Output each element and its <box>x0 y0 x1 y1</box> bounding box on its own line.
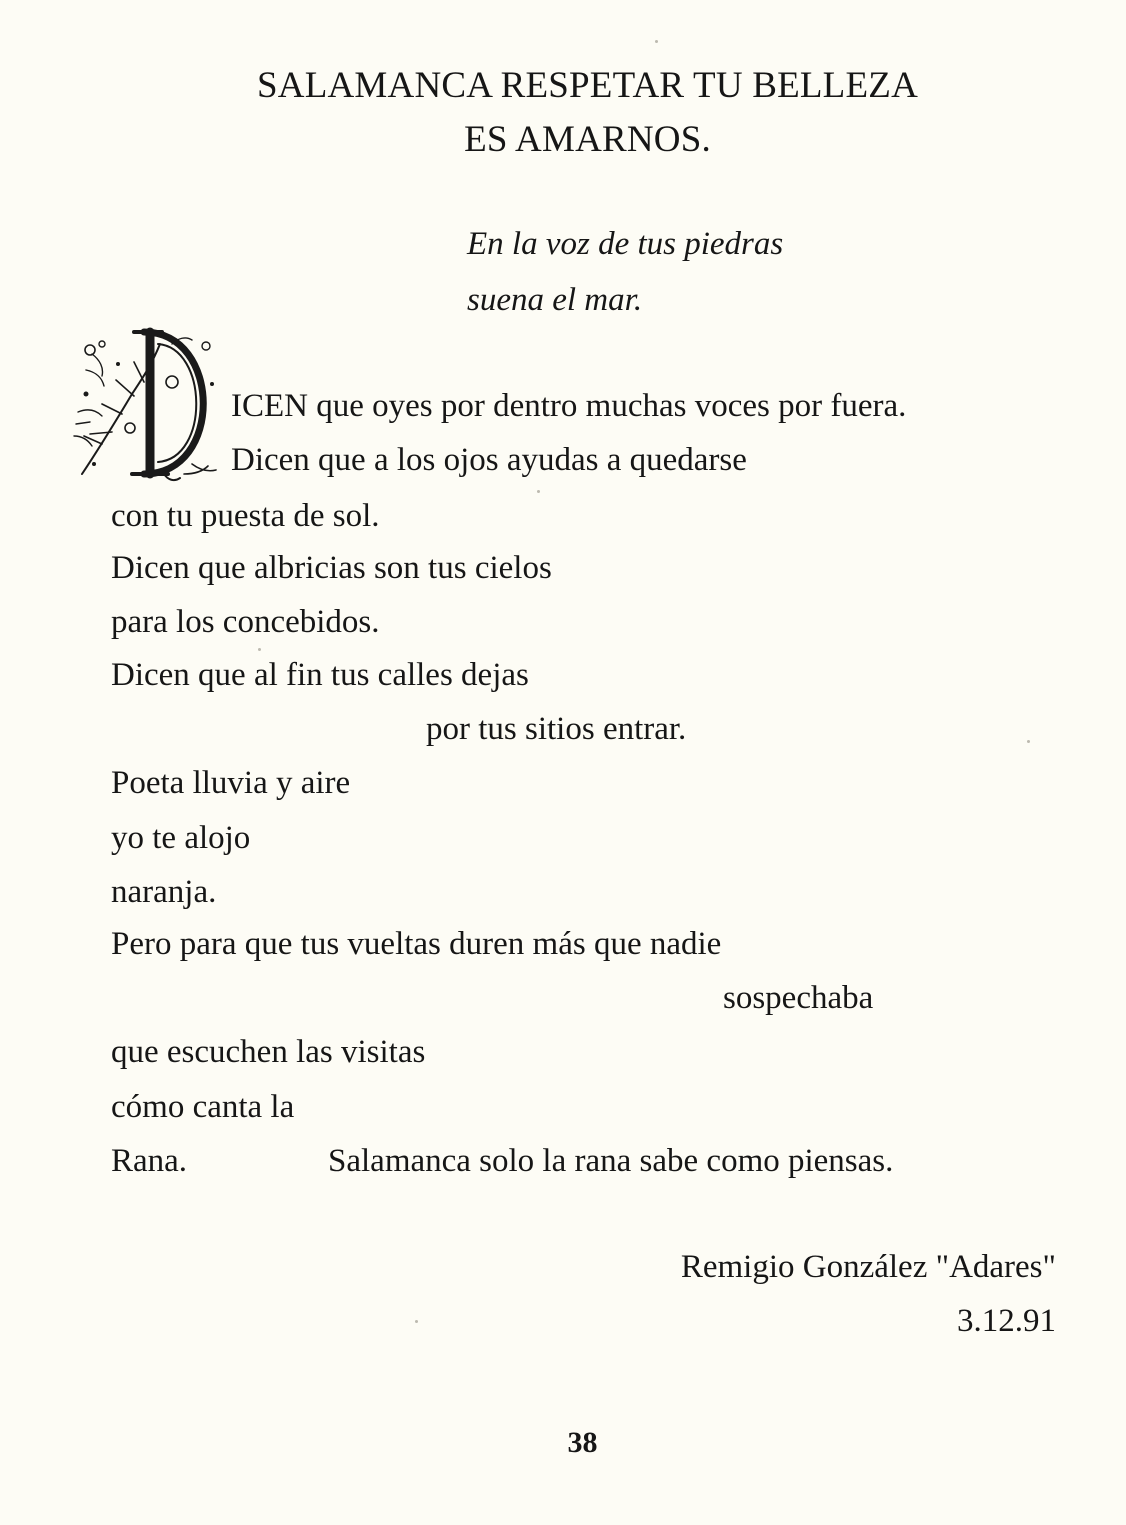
poem-line-15: Rana. <box>111 1143 188 1179</box>
author-signature: Remigio González "Adares" <box>680 1249 1056 1285</box>
page-number: 38 <box>567 1426 598 1459</box>
poem-line-16: Salamanca solo la rana sabe como piensas. <box>328 1143 894 1179</box>
poem-line-11: Pero para que tus vueltas duren más que nadie <box>111 926 722 962</box>
poem-line-3: con tu puesta de sol. <box>111 498 380 534</box>
poem-line-13: que escuchen las visitas <box>111 1034 426 1070</box>
poem-line-12: sospechaba <box>723 980 874 1016</box>
poem-title-line-1: SALAMANCA RESPETAR TU BELLEZA <box>257 65 918 106</box>
paper-speck <box>258 648 261 651</box>
paper-speck <box>1027 740 1030 743</box>
poem-line-2: Dicen que a los ojos ayudas a quedarse <box>231 442 747 478</box>
paper-speck <box>537 490 540 493</box>
poem-line-10: naranja. <box>111 874 217 910</box>
paper-speck <box>655 40 658 43</box>
epigraph-line-1: En la voz de tus piedras <box>467 226 784 262</box>
poem-line-8: Poeta lluvia y aire <box>111 765 351 801</box>
poem-line-4: Dicen que albricias son tus cielos <box>111 550 552 586</box>
poem-date: 3.12.91 <box>957 1303 1056 1339</box>
poem-title-line-2: ES AMARNOS. <box>464 119 711 160</box>
paper-speck <box>415 1320 418 1323</box>
poem-line-7: por tus sitios entrar. <box>426 711 687 747</box>
poem-line-1: ICEN que oyes por dentro muchas voces por fuera. <box>231 388 907 424</box>
ornamental-drop-cap <box>72 324 224 482</box>
poem-line-9: yo te alojo <box>111 820 251 856</box>
epigraph-line-2: suena el mar. <box>467 282 643 318</box>
poem-line-14: cómo canta la <box>111 1089 295 1125</box>
poem-line-6: Dicen que al fin tus calles dejas <box>111 657 529 693</box>
poem-line-5: para los concebidos. <box>111 604 380 640</box>
